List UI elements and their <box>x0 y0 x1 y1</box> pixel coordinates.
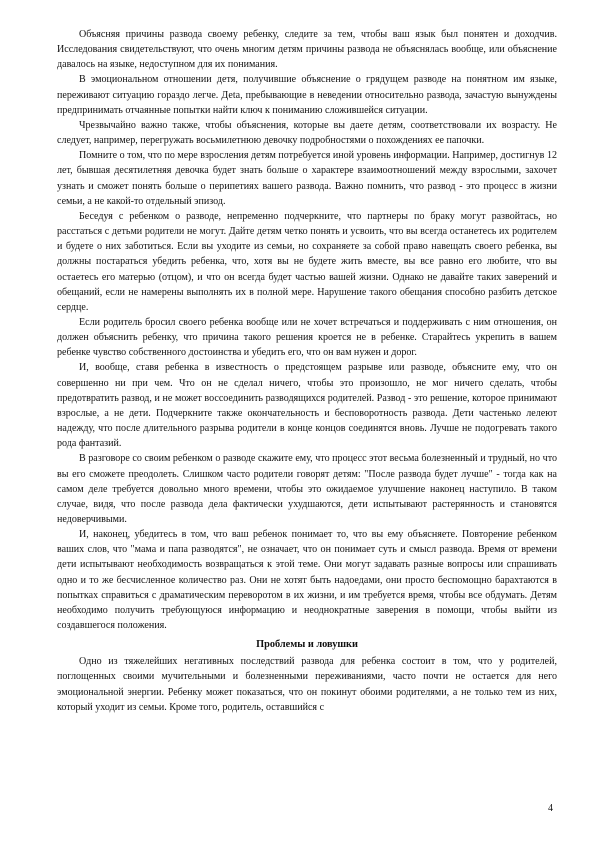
paragraph: И, вообще, ставя ребенка в известность о предстоящем разрыве или разводе, объясните ему, что он совершенно ни при чем. Что он не сделал ничего, чтобы это произошло, не мог ничего сделать, чтобы предотвратить развод, и не может воссоединить разводящихся родителей. Развод - это решение, которое принимают взрослые, а не дети. Подчеркните также окончательность и бесповоротность развода. Дети частенько лелеют надежду, что после длительного разрыва родители в конце концов соединятся вновь. Лучше не подогревать такого рода фантазий. <box>57 362 557 450</box>
paragraph: Помните о том, что по мере взросления детям потребуется иной уровень информации. Например, достигнув 12 лет, бывшая десятилетняя девочка будет знать больше о характере взаимоотношений между взрослыми, захочет узнать и сможет понять больше о перипетиях вашего развода. Важно помнить, что развод - это процесс в жизни семьи, а не какой-то отдельный эпизод. <box>57 150 557 207</box>
paragraph: Беседуя с ребенком о разводе, непременно подчеркните, что партнеры по браку могут развойтась, но расстаться с детьми родители не могут. Дайте детям четко понять и усвоить, что вы всегда останетесь их родителем и будете о них заботиться. Если вы уходите из семьи, но сохраняете за собой право навещать своего ребенка, вы должны постараться убедить ребенка, что, хотя вы не будете жить вместе, вы все равно его любите, что вы остаетесь его матерью (отцом), и что он всегда будет частью вашей жизни. Однако не давайте таких заверений и обещаний, если не намерены выполнять их в полной мере. Нарушение такого обещания способно разбить детское сердце. <box>57 210 557 313</box>
paragraph: Если родитель бросил своего ребенка вообще или не хочет встречаться и поддерживать с ним отношения, он должен объяснить ребенку, что причина такого решения кроется не в ребенке. Старайтесь укрепить в вашем ребенке чувство собственного достоинства и убедить его, что он вам нужен и дорог. <box>57 316 557 359</box>
paragraph: Объясняя причины развода своему ребенку, следите за тем, чтобы ваш язык был понятен и доходчив. Исследования свидетельствуют, что очень многим детям причины развода не объяснялась вообще, или объяснение давалось на языке, недоступном для их понимания. <box>57 29 557 71</box>
paragraph: Чрезвычайно важно также, чтобы объяснения, которые вы даете детям, соответствовали их возрасту. Не следует, например, перегружать восьмилетнюю девочку подробностями о похождениях ее папочки. <box>57 119 557 147</box>
page-number: 4 <box>548 803 553 814</box>
section-heading: Проблемы и ловушки <box>256 639 358 651</box>
paragraph: И, наконец, убедитесь в том, что ваш ребенок понимает то, что вы ему объясняете. Повторение ребенком ваших слов, что "мама и папа разводятся", не означает, что он понимает суть и смысл развода. Время от времени дети испытывают необходимость возвращаться к этой теме. Они могут задавать разные вопросы или спрашивать одно и то же бесчисленное количество раз. Они не хотят быть надоедами, они просто беспомощно барахтаются в попытках справиться с драматическим переворотом в их жизни, и им требуется время, чтобы все обдумать. Детям необходимо получить требующуюся информацию и неоднократные заверения в помощи, чтобы выйти из создавшегося положения. <box>57 529 557 632</box>
paragraph: В разговоре со своим ребенком о разводе скажите ему, что процесс этот весьма болезненный и трудный, но что вы его сможете преодолеть. Слишком часто родители говорят детям: "После развода будет лучше" - тогда как на самом деле требуется довольно много времени, чтобы это ожидаемое улучшение наконец наступило. В таком случае, видя, что после развода дела фактически ухудшаются, дети испытывают растерянность и становятся недоверчивыми. <box>57 453 557 525</box>
paragraph: В эмоциональном отношении детя, получившие объяснение о грядущем разводе на понятном им языке, переживают ситуацию гораздо легче. Деta, пребывающие в неведении относительно развода, зачастую вынуждены предпринимать отчаянные попытки найти ключ к пониманию сложившейся ситуации. <box>57 74 557 116</box>
page-body <box>57 27 557 715</box>
paragraph: Одно из тяжелейших негативных последствий развода для ребенка состоит в том, что у родителей, поглощенных своими мучительными и болезненными переживаниями, часто почти не остается для него эмоциональной энергии. Ребенку может показаться, что он покинут обоими родителями, а не только тем из них, который уходит из семьи. Кроме того, родитель, оставшийся с <box>57 656 557 713</box>
